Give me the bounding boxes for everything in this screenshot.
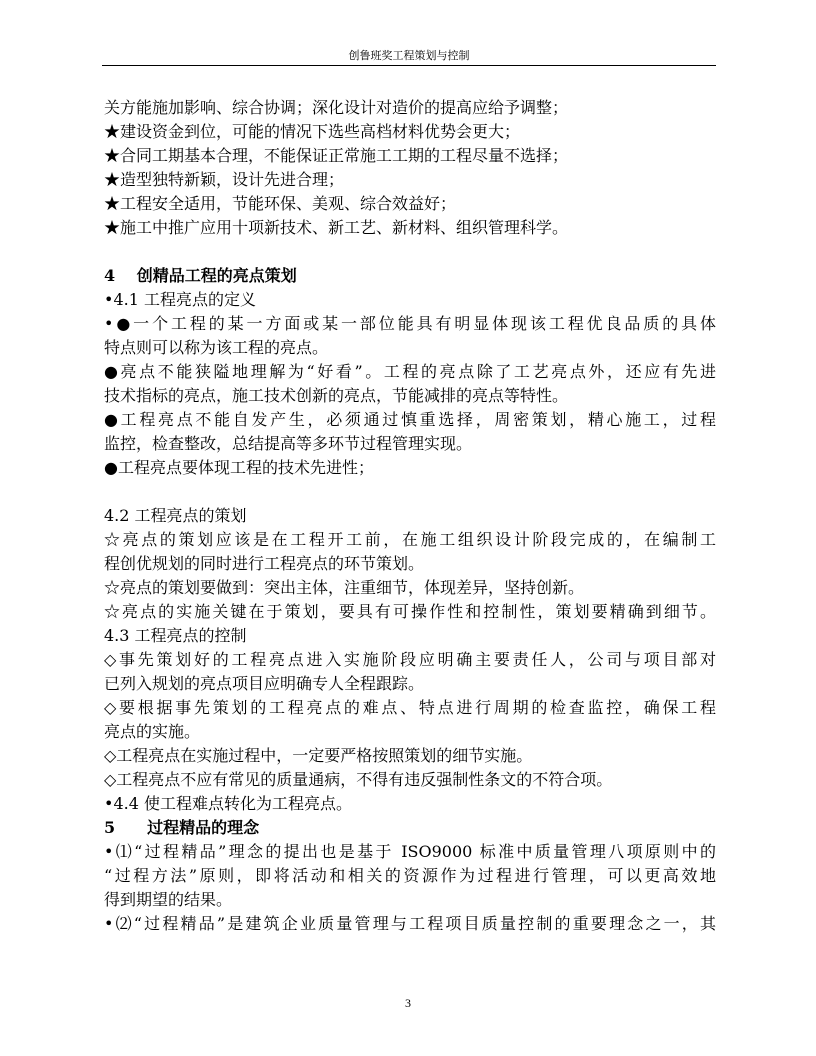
section-heading-5: 5 过程精品的理念: [104, 818, 260, 837]
paragraph-line: •⑵“过程精品”是建筑企业质量管理与工程项目质量控制的重要理念之一，其: [104, 914, 716, 933]
subsection-heading-4-4: •4.4 使工程难点转化为工程亮点。: [104, 794, 352, 813]
bullet-star-line: ★建设资金到位，可能的情况下选些高档材料优势会更大；: [104, 122, 521, 141]
bullet-outline-star-line: ☆亮点的策划要做到：突出主体，注重细节，体现差异，坚持创新。: [104, 578, 585, 597]
document-body: [104, 96, 716, 936]
section-heading-4: 4 创精品工程的亮点策划: [104, 266, 297, 285]
header-rule: [102, 65, 716, 66]
paragraph-line: 得到期望的结果。: [104, 890, 233, 909]
bullet-diamond-line: ◇要根据事先策划的工程亮点的难点、特点进行周期的检查监控，确保工程: [104, 698, 716, 717]
page-number: 3: [405, 996, 411, 1010]
blank-line: [104, 240, 716, 264]
paragraph-line: 亮点的实施。: [104, 722, 201, 741]
bullet-diamond-line: ◇工程亮点不应有常见的质量通病，不得有违反强制性条文的不符合项。: [104, 770, 613, 789]
paragraph-line: 程创优规划的同时进行工程亮点的环节策划。: [104, 554, 425, 573]
bullet-outline-star-line: ☆亮点的实施关键在于策划，要具有可操作性和控制性，策划要精确到细节。: [104, 602, 716, 621]
bullet-dot-line: •●一个工程的某一方面或某一部位能具有明显体现该工程优良品质的具体: [104, 314, 716, 333]
bullet-star-line: ★合同工期基本合理，不能保证正常施工工期的工程尽量不选择；: [104, 146, 569, 165]
paragraph-line: 特点则可以称为该工程的亮点。: [104, 338, 329, 357]
bullet-star-line: ★施工中推广应用十项新技术、新工艺、新材料、组织管理科学。: [104, 218, 569, 237]
bullet-diamond-line: ◇工程亮点在实施过程中，一定要严格按照策划的细节实施。: [104, 746, 533, 765]
bullet-outline-star-line: ☆亮点的策划应该是在工程开工前，在施工组织设计阶段完成的，在编制工: [104, 530, 716, 549]
running-header: 创鲁班奖工程策划与控制: [348, 49, 470, 62]
bullet-dot-line: ●工程亮点要体现工程的技术先进性；: [104, 458, 374, 477]
blank-line: [104, 480, 716, 504]
subsection-heading-4-2: 4.2 工程亮点的策划: [104, 506, 247, 525]
paragraph-line: •⑴“过程精品”理念的提出也是基于 ISO9000 标准中质量管理八项原则中的: [104, 842, 716, 861]
bullet-star-line: ★工程安全适用，节能环保、美观、综合效益好；: [104, 194, 457, 213]
paragraph-line: 关方能施加影响、综合协调；深化设计对造价的提高应给予调整；: [104, 98, 569, 117]
bullet-dot-line: ●工程亮点不能自发产生，必须通过慎重选择，周密策划，精心施工，过程: [104, 410, 716, 429]
paragraph-line: 已列入规划的亮点项目应明确专人全程跟踪。: [104, 674, 425, 693]
paragraph-line: 监控，检查整改，总结提高等多环节过程管理实现。: [104, 434, 473, 453]
subsection-heading-4-1: •4.1 工程亮点的定义: [104, 290, 256, 309]
subsection-heading-4-3: 4.3 工程亮点的控制: [104, 626, 247, 645]
bullet-star-line: ★造型独特新颖，设计先进合理；: [104, 170, 345, 189]
paragraph-line: “过程方法”原则，即将活动和相关的资源作为过程进行管理，可以更高效地: [104, 866, 716, 885]
bullet-dot-line: ●亮点不能狭隘地理解为“好看”。工程的亮点除了工艺亮点外，还应有先进: [104, 362, 716, 381]
paragraph-line: 技术指标的亮点，施工技术创新的亮点，节能减排的亮点等特性。: [104, 386, 569, 405]
bullet-diamond-line: ◇事先策划好的工程亮点进入实施阶段应明确主要责任人，公司与项目部对: [104, 650, 716, 669]
